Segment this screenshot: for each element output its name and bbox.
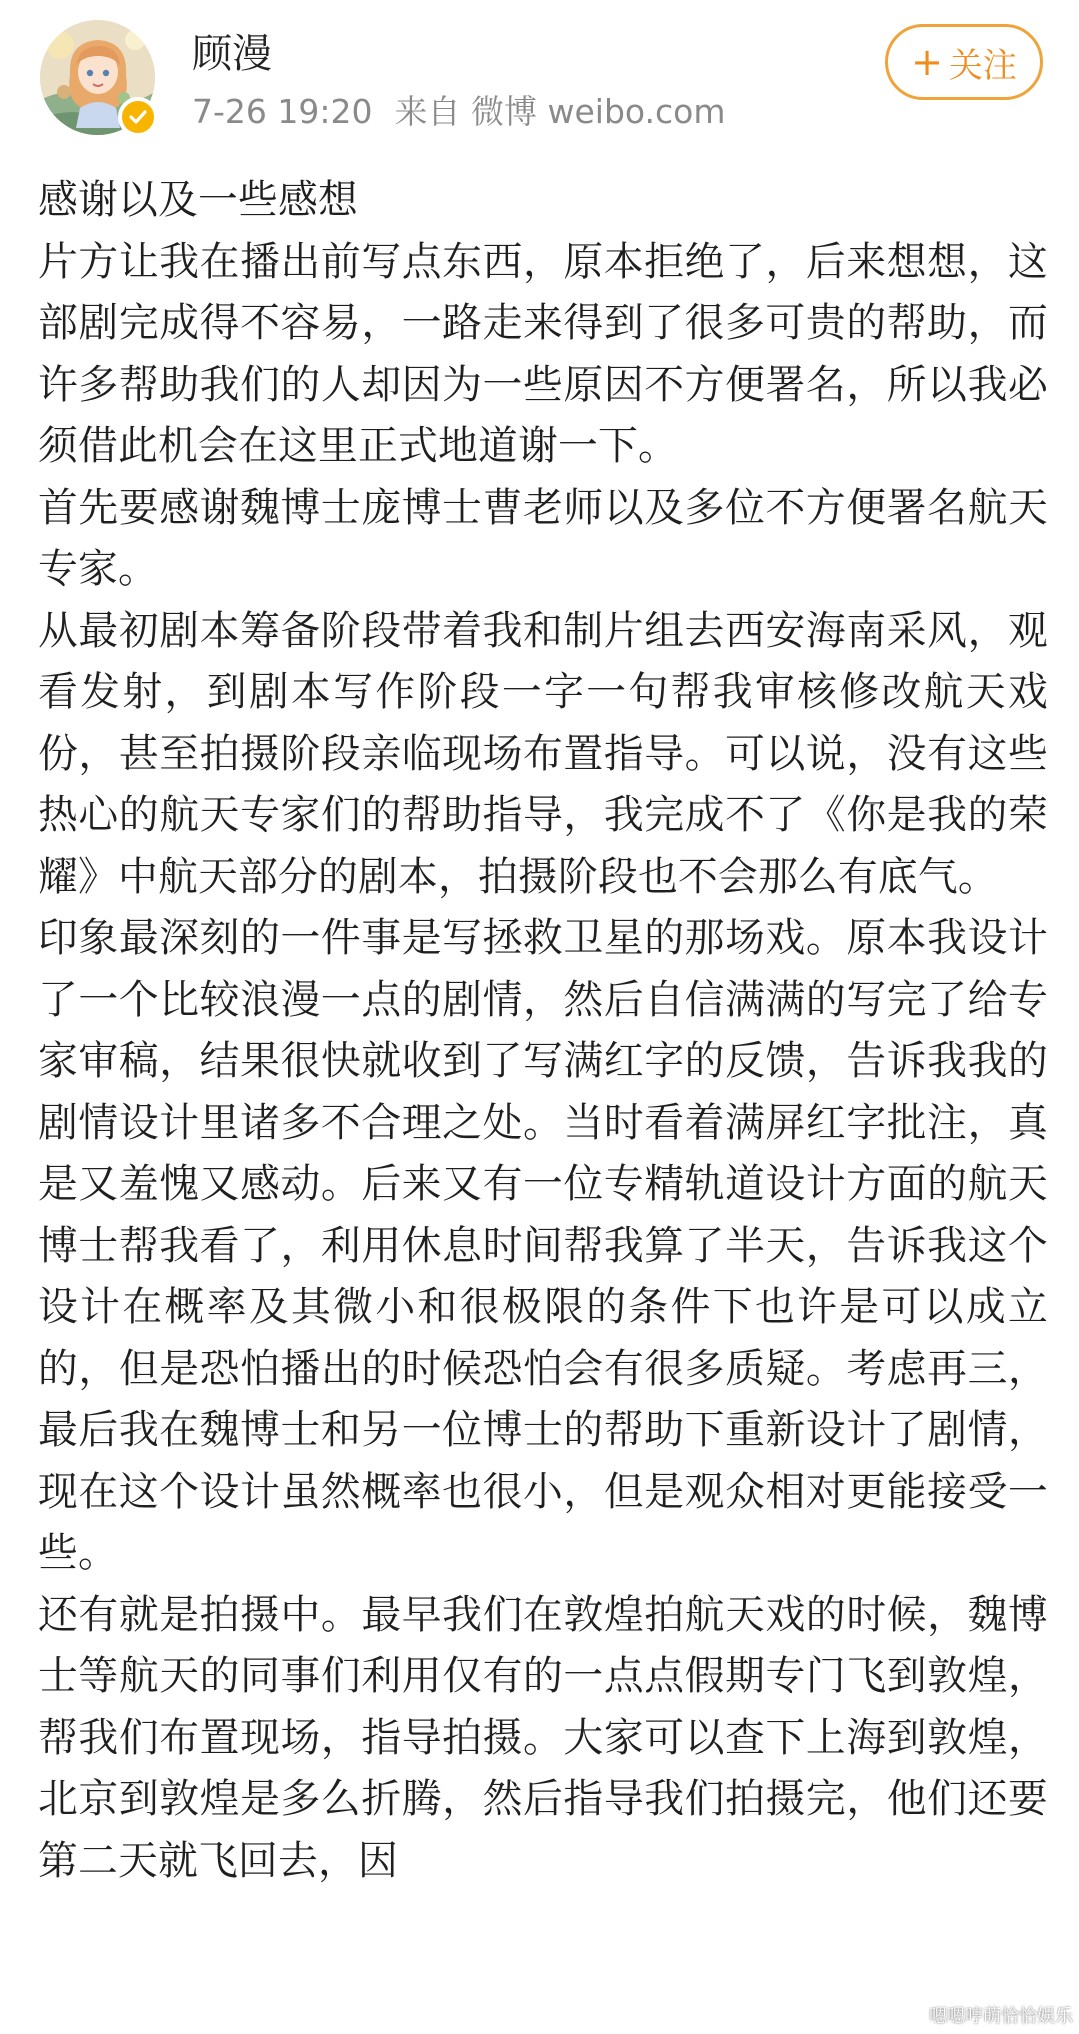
post-body [38, 170, 1048, 1892]
post-header [0, 0, 1079, 150]
post-meta [192, 92, 747, 132]
verified-badge-icon [118, 97, 158, 137]
plus-icon: + [911, 40, 943, 84]
post-paragraph: 还有就是拍摄中。最早我们在敦煌拍航天戏的时候，魏博士等航天的同事们利用仅有的一点点假期专门飞到敦煌，帮我们布置现场，指导拍摄。大家可以查下上海到敦煌，北京到敦煌是多么折腾，然后指导我们拍摄完，他们还要第二天就飞回去，因 [38, 1591, 1048, 1884]
follow-button[interactable] [885, 24, 1043, 100]
post-paragraph: 片方让我在播出前写点东西，原本拒绝了，后来想想，这部剧完成得不容易，一路走来得到了很多可贵的帮助，而许多帮助我们的人却因为一些原因不方便署名，所以我必须借此机会在这里正式地道谢一下。 [38, 238, 1048, 469]
post-paragraph: 感谢以及一些感想 [38, 177, 358, 223]
watermark: 嗯嗯哼萌恰恰娱乐 [929, 2006, 1073, 2027]
follow-label: 关注 [948, 45, 1017, 86]
author-name[interactable]: 顾漫 [192, 31, 272, 77]
post-paragraph: 首先要感谢魏博士庞博士曹老师以及多位不方便署名航天专家。 [38, 484, 1048, 592]
post-timestamp: 7-26 19:20 [192, 92, 373, 131]
post-source: 来自 微博 weibo.com [394, 92, 726, 131]
post-paragraph: 从最初剧本筹备阶段带着我和制片组去西安海南采风，观看发射，到剧本写作阶段一字一句帮我审核修改航天戏份，甚至拍摄阶段亲临现场布置指导。可以说，没有这些热心的航天专家们的帮助指导，我完成不了《你是我的荣耀》中航天部分的剧本，拍摄阶段也不会那么有底气。 [38, 607, 1048, 900]
post-paragraph: 印象最深刻的一件事是写拯救卫星的那场戏。原本我设计了一个比较浪漫一点的剧情，然后自信满满的写完了给专家审稿，结果很快就收到了写满红字的反馈，告诉我我的剧情设计里诸多不合理之处。当时看着满屏红字批注，真是又羞愧又感动。后来又有一位专精轨道设计方面的航天博士帮我看了，利用休息时间帮我算了半天，告诉我这个设计在概率及其微小和很极限的条件下也许是可以成立的，但是恐怕播出的时候恐怕会有很多质疑。考虑再三，最后我在魏博士和另一位博士的帮助下重新设计了剧情，现在这个设计虽然概率也很小，但是观众相对更能接受一些。 [38, 915, 1048, 1576]
